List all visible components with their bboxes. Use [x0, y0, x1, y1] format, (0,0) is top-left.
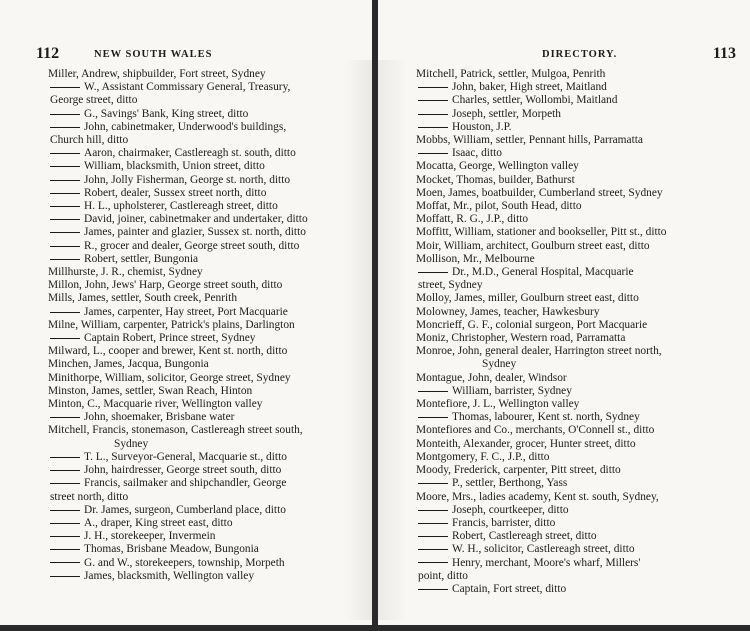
- entry-text: Milne, William, carpenter, Patrick's plains, Darlington: [48, 318, 295, 331]
- ditto-dash: [418, 391, 448, 392]
- ditto-dash: [418, 562, 448, 563]
- entry-text: G. and W., storekeepers, township, Morpeth: [84, 556, 285, 569]
- entry-text: Aaron, chairmaker, Castlereagh st. south, ditto: [84, 147, 296, 160]
- directory-entry: [48, 200, 344, 213]
- entry-text: Moffitt, William, stationer and bookseller, Pitt st., ditto: [416, 226, 667, 239]
- directory-entry: [48, 570, 344, 583]
- directory-entry: [48, 385, 344, 398]
- entry-text: Francis, sailmaker and shipchandler, George: [84, 477, 287, 490]
- entry-text: Moffatt, R. G., J.P., ditto: [416, 213, 529, 226]
- page-bottom-edge: [0, 625, 750, 631]
- ditto-dash: [50, 536, 80, 537]
- directory-entry: [48, 332, 344, 345]
- entry-text: Henry, merchant, Moore's wharf, Millers': [452, 556, 641, 569]
- directory-entry-continuation: [416, 358, 736, 371]
- directory-entry: [416, 266, 736, 279]
- directory-entry: [48, 398, 344, 411]
- directory-entry: [48, 253, 344, 266]
- ditto-dash: [50, 562, 80, 563]
- directory-entry: [416, 160, 736, 173]
- directory-entry: [416, 345, 736, 358]
- entry-text: Millon, John, Jews' Harp, George street south, ditto: [48, 279, 283, 292]
- ditto-dash: [50, 417, 80, 418]
- directory-entry: [48, 451, 344, 464]
- directory-entry: [416, 557, 736, 570]
- directory-entry: [416, 226, 736, 239]
- right-page: [378, 0, 750, 631]
- entry-text: John, hairdresser, George street south, ditto: [84, 464, 282, 477]
- ditto-dash: [418, 153, 448, 154]
- directory-entry: [416, 147, 736, 160]
- directory-entry-continuation: [48, 134, 344, 147]
- ditto-dash: [50, 259, 80, 260]
- entry-text: Joseph, settler, Morpeth: [452, 107, 562, 120]
- entry-text: Montefiores and Co., merchants, O'Connell st., ditto: [416, 424, 655, 437]
- directory-entry: [48, 504, 344, 517]
- ditto-dash: [418, 87, 448, 88]
- directory-entry: [416, 68, 736, 81]
- directory-entry: [48, 319, 344, 332]
- ditto-dash: [50, 510, 80, 511]
- directory-entry: [416, 292, 736, 305]
- entry-text: James, blacksmith, Wellington valley: [84, 569, 255, 582]
- ditto-dash: [50, 523, 80, 524]
- directory-entry: [48, 213, 344, 226]
- ditto-dash: [418, 483, 448, 484]
- directory-entry: [48, 411, 344, 424]
- entry-text: Moir, William, architect, Goulburn street east, ditto: [416, 239, 650, 252]
- directory-entry: [416, 438, 736, 451]
- directory-entry: [416, 543, 736, 556]
- directory-entry: [48, 266, 344, 279]
- entry-text: W. H., solicitor, Castlereagh street, ditto: [452, 543, 635, 556]
- entry-text: Mocatta, George, Wellington valley: [416, 160, 579, 173]
- directory-entry: [416, 385, 736, 398]
- directory-entry: [48, 81, 344, 94]
- page-shadow: [344, 60, 372, 620]
- entry-text: Monteith, Alexander, grocer, Hunter street, ditto: [416, 437, 636, 450]
- entry-text: John, shoemaker, Brisbane water: [84, 411, 235, 424]
- entry-text: Moore, Mrs., ladies academy, Kent st. south, Sydney,: [416, 490, 659, 503]
- directory-entry: [416, 398, 736, 411]
- entry-text: Thomas, Brisbane Meadow, Bungonia: [84, 543, 259, 556]
- entry-text: Monroe, John, general dealer, Harrington street north,: [416, 345, 662, 358]
- entry-text: Moncrieff, G. F., colonial surgeon, Port Macquarie: [416, 318, 648, 331]
- left-page: [0, 0, 372, 631]
- directory-entry: [48, 543, 344, 556]
- entry-text: Sydney: [482, 358, 517, 371]
- entry-text: street, Sydney: [418, 279, 483, 292]
- entry-text: Captain, Fort street, ditto: [452, 582, 567, 595]
- ditto-dash: [418, 272, 448, 273]
- directory-entry: [416, 332, 736, 345]
- entry-text: Minston, James, settler, Swan Reach, Hinton: [48, 384, 253, 397]
- directory-entry: [48, 372, 344, 385]
- directory-entry: [416, 187, 736, 200]
- directory-entry-continuation: [416, 279, 736, 292]
- directory-entry: [48, 160, 344, 173]
- entry-text: Mocket, Thomas, builder, Bathurst: [416, 173, 575, 186]
- directory-entry: [416, 174, 736, 187]
- entry-text: Minithorpe, William, solicitor, George street, Sydney: [48, 371, 291, 384]
- right-page-header: [414, 45, 736, 65]
- directory-entry: [48, 358, 344, 371]
- left-page-number: 112: [36, 45, 60, 62]
- entry-text: R., grocer and dealer, George street south, ditto: [84, 239, 300, 252]
- page-shadow: [378, 60, 408, 620]
- directory-entry: [416, 253, 736, 266]
- directory-entry-continuation: [48, 491, 344, 504]
- directory-entry: [48, 424, 344, 437]
- directory-entry-continuation: [48, 438, 344, 451]
- directory-entry: [416, 200, 736, 213]
- directory-entry: [416, 94, 736, 107]
- entry-text: A., draper, King street east, ditto: [84, 516, 233, 529]
- entry-text: John, cabinetmaker, Underwood's buildings,: [84, 120, 287, 133]
- directory-entry-continuation: [48, 94, 344, 107]
- entry-text: Mitchell, Francis, stonemason, Castlereagh street south,: [48, 424, 303, 437]
- directory-entry: [416, 81, 736, 94]
- ditto-dash: [50, 338, 80, 339]
- ditto-dash: [50, 576, 80, 577]
- directory-entry: [48, 68, 344, 81]
- entry-text: point, ditto: [418, 569, 468, 582]
- entry-text: Dr. James, surgeon, Cumberland place, ditto: [84, 503, 286, 516]
- entry-text: Church hill, ditto: [50, 134, 129, 147]
- directory-entry: [48, 121, 344, 134]
- directory-entry: [416, 306, 736, 319]
- left-page-header: [36, 45, 336, 65]
- ditto-dash: [50, 193, 80, 194]
- directory-entry: [48, 279, 344, 292]
- ditto-dash: [418, 127, 448, 128]
- entry-text: Thomas, labourer, Kent st. north, Sydney: [452, 411, 640, 424]
- directory-entry: [48, 477, 344, 490]
- entry-text: Mitchell, Patrick, settler, Mulgoa, Penrith: [416, 68, 606, 80]
- directory-entry: [416, 134, 736, 147]
- entry-text: Molowney, James, teacher, Hawkesbury: [416, 305, 600, 318]
- ditto-dash: [418, 536, 448, 537]
- directory-entry: [48, 517, 344, 530]
- entry-text: Montague, John, dealer, Windsor: [416, 371, 567, 384]
- entry-text: Robert, dealer, Sussex street north, ditto: [84, 186, 267, 199]
- directory-entry: [416, 108, 736, 121]
- ditto-dash: [50, 114, 80, 115]
- entry-text: Moffat, Mr., pilot, South Head, ditto: [416, 200, 582, 213]
- ditto-dash: [418, 523, 448, 524]
- entry-text: H. L., upholsterer, Castlereagh street, ditto: [84, 200, 278, 213]
- ditto-dash: [50, 232, 80, 233]
- ditto-dash: [50, 127, 80, 128]
- ditto-dash: [50, 470, 80, 471]
- entry-text: J. H., storekeeper, Invermein: [84, 530, 216, 543]
- directory-entry: [48, 147, 344, 160]
- entry-text: William, barrister, Sydney: [452, 384, 572, 397]
- entry-text: Captain Robert, Prince street, Sydney: [84, 332, 256, 345]
- ditto-dash: [50, 87, 80, 88]
- right-page-number: 113: [712, 45, 736, 62]
- entry-text: Minchen, James, Jacqua, Bungonia: [48, 358, 209, 371]
- entry-text: Houston, J.P.: [452, 120, 512, 133]
- entry-text: Mollison, Mr., Melbourne: [416, 252, 535, 265]
- directory-entry: [416, 504, 736, 517]
- ditto-dash: [50, 206, 80, 207]
- ditto-dash: [50, 153, 80, 154]
- directory-entry: [48, 174, 344, 187]
- ditto-dash: [418, 549, 448, 550]
- entry-text: William, blacksmith, Union street, ditto: [84, 160, 265, 173]
- entry-text: Dr., M.D., General Hospital, Macquarie: [452, 266, 634, 279]
- entry-text: James, painter and glazier, Sussex st. north, ditto: [84, 226, 306, 239]
- directory-entry: [48, 306, 344, 319]
- directory-entry: [48, 557, 344, 570]
- ditto-dash: [50, 312, 80, 313]
- left-running-head: NEW SOUTH WALES: [94, 49, 213, 60]
- directory-entry: [48, 240, 344, 253]
- entry-text: Francis, barrister, ditto: [452, 516, 556, 529]
- entry-text: street north, ditto: [50, 490, 129, 503]
- entry-text: Montgomery, F. C., J.P., ditto: [416, 450, 550, 463]
- entry-text: Charles, settler, Wollombi, Maitland: [452, 94, 618, 107]
- entry-text: Joseph, courtkeeper, ditto: [452, 503, 569, 516]
- ditto-dash: [50, 483, 80, 484]
- entry-text: Mills, James, settler, South creek, Penrith: [48, 292, 238, 305]
- entry-text: Montefiore, J. L., Wellington valley: [416, 398, 580, 411]
- ditto-dash: [50, 457, 80, 458]
- directory-entry: [48, 345, 344, 358]
- directory-entry: [416, 583, 736, 596]
- entry-text: Minton, C., Macquarie river, Wellington valley: [48, 398, 263, 411]
- directory-entry: [416, 517, 736, 530]
- entry-text: Robert, settler, Bungonia: [84, 252, 199, 265]
- directory-entry: [416, 477, 736, 490]
- directory-entry: [416, 451, 736, 464]
- right-running-head: DIRECTORY.: [542, 49, 618, 60]
- ditto-dash: [418, 114, 448, 115]
- entry-text: John, baker, High street, Maitland: [452, 81, 607, 94]
- entry-text: Moen, James, boatbuilder, Cumberland street, Sydney: [416, 186, 663, 199]
- entry-text: P., settler, Berthong, Yass: [452, 477, 568, 490]
- entry-text: Mobbs, William, settler, Pennant hills, Parramatta: [416, 134, 643, 147]
- entry-text: John, Jolly Fisherman, George st. north, ditto: [84, 173, 291, 186]
- ditto-dash: [50, 166, 80, 167]
- entry-text: W., Assistant Commissary General, Treasury,: [84, 81, 291, 94]
- directory-entry: [48, 226, 344, 239]
- directory-entry: [416, 372, 736, 385]
- ditto-dash: [50, 180, 80, 181]
- entry-text: Robert, Castlereagh street, ditto: [452, 530, 597, 543]
- entry-text: Isaac, ditto: [452, 147, 502, 160]
- directory-entry: [416, 424, 736, 437]
- directory-entry: [416, 530, 736, 543]
- entry-text: Molloy, James, miller, Goulburn street east, ditto: [416, 292, 639, 305]
- left-directory-list: [48, 68, 344, 583]
- directory-entry: [48, 292, 344, 305]
- right-directory-list: [416, 68, 736, 596]
- ditto-dash: [50, 246, 80, 247]
- entry-text: Sydney: [114, 437, 149, 450]
- ditto-dash: [50, 219, 80, 220]
- directory-entry: [416, 319, 736, 332]
- ditto-dash: [418, 510, 448, 511]
- directory-entry: [48, 464, 344, 477]
- directory-entry-continuation: [416, 570, 736, 583]
- ditto-dash: [50, 549, 80, 550]
- entry-text: Millhurste, J. R., chemist, Sydney: [48, 266, 203, 279]
- directory-entry: [416, 240, 736, 253]
- entry-text: James, carpenter, Hay street, Port Macquarie: [84, 305, 288, 318]
- ditto-dash: [418, 589, 448, 590]
- entry-text: Moody, Frederick, carpenter, Pitt street, ditto: [416, 464, 621, 477]
- directory-entry: [416, 213, 736, 226]
- entry-text: George street, ditto: [50, 94, 138, 107]
- entry-text: T. L., Surveyor-General, Macquarie st., ditto: [84, 450, 287, 463]
- directory-entry: [416, 121, 736, 134]
- entry-text: Miller, Andrew, shipbuilder, Fort street, Sydney: [48, 68, 266, 80]
- ditto-dash: [418, 100, 448, 101]
- directory-entry: [416, 491, 736, 504]
- ditto-dash: [418, 417, 448, 418]
- entry-text: G., Savings' Bank, King street, ditto: [84, 107, 249, 120]
- directory-entry: [48, 187, 344, 200]
- entry-text: David, joiner, cabinetmaker and undertaker, ditto: [84, 213, 308, 226]
- directory-entry: [48, 108, 344, 121]
- entry-text: Milward, L., cooper and brewer, Kent st. north, ditto: [48, 345, 288, 358]
- directory-entry: [416, 464, 736, 477]
- directory-entry: [416, 411, 736, 424]
- directory-entry: [48, 530, 344, 543]
- entry-text: Moniz, Christopher, Western road, Parramatta: [416, 332, 626, 345]
